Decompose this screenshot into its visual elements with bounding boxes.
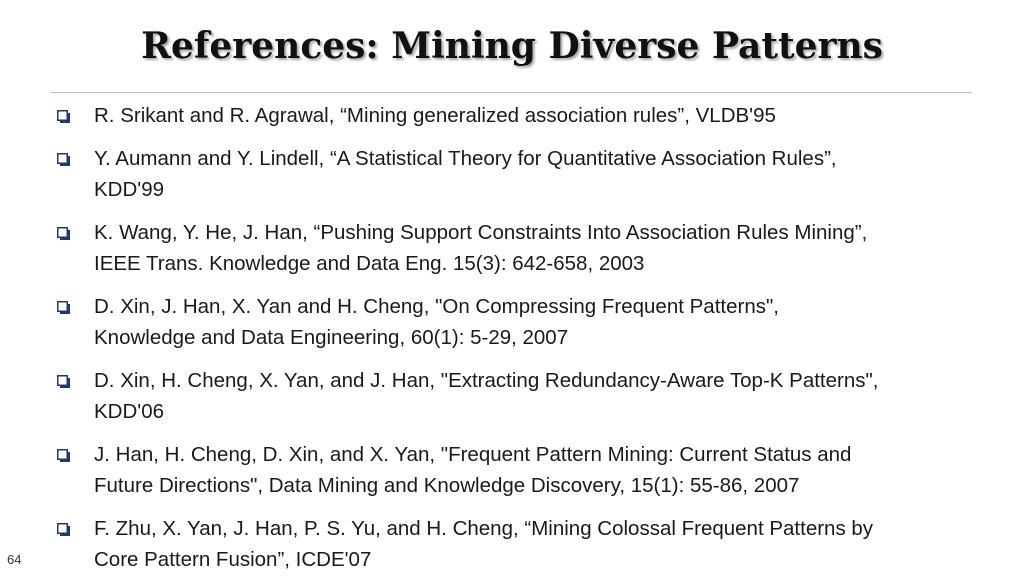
reference-line-1: K. Wang, Y. He, J. Han, “Pushing Support Constraints Into Association Rules Mining”, — [94, 221, 868, 244]
reference-line-1: R. Srikant and R. Agrawal, “Mining generalized association rules”, VLDB'95 — [94, 104, 776, 127]
reference-line-1: Y. Aumann and Y. Lindell, “A Statistical Theory for Quantitative Association Rules”, — [94, 147, 837, 170]
square-bullet-icon — [57, 301, 70, 314]
square-bullet-icon — [57, 227, 70, 240]
square-bullet-icon — [57, 449, 70, 462]
square-bullet-icon — [57, 523, 70, 536]
reference-line-1: J. Han, H. Cheng, D. Xin, and X. Yan, "Frequent Pattern Mining: Current Status and — [94, 443, 852, 466]
title-divider — [50, 92, 972, 93]
reference-item — [56, 100, 976, 131]
square-bullet-icon — [57, 375, 70, 388]
reference-line-2: Knowledge and Data Engineering, 60(1): 5-29, 2007 — [94, 326, 569, 349]
reference-item — [56, 291, 976, 353]
reference-item — [56, 513, 976, 575]
reference-line-1: F. Zhu, X. Yan, J. Han, P. S. Yu, and H. Cheng, “Mining Colossal Frequent Patterns by — [94, 517, 874, 540]
reference-line-2: IEEE Trans. Knowledge and Data Eng. 15(3): 642-658, 2003 — [94, 252, 645, 275]
square-bullet-icon — [57, 110, 70, 123]
reference-item — [56, 365, 976, 427]
page-number: 64 — [7, 552, 22, 567]
reference-line-2: KDD'99 — [94, 178, 164, 201]
reference-line-1: D. Xin, J. Han, X. Yan and H. Cheng, "On Compressing Frequent Patterns", — [94, 295, 779, 318]
reference-item — [56, 143, 976, 205]
reference-line-2: KDD'06 — [94, 400, 164, 423]
reference-list — [56, 100, 976, 587]
reference-item — [56, 217, 976, 279]
square-bullet-icon — [57, 153, 70, 166]
reference-line-1: D. Xin, H. Cheng, X. Yan, and J. Han, "Extracting Redundancy-Aware Top-K Patterns", — [94, 369, 879, 392]
reference-item — [56, 439, 976, 501]
reference-line-2: Core Pattern Fusion”, ICDE'07 — [94, 548, 372, 571]
slide-title: References: Mining Diverse Patterns — [141, 25, 883, 67]
reference-line-2: Future Directions", Data Mining and Knowledge Discovery, 15(1): 55-86, 2007 — [94, 474, 800, 497]
